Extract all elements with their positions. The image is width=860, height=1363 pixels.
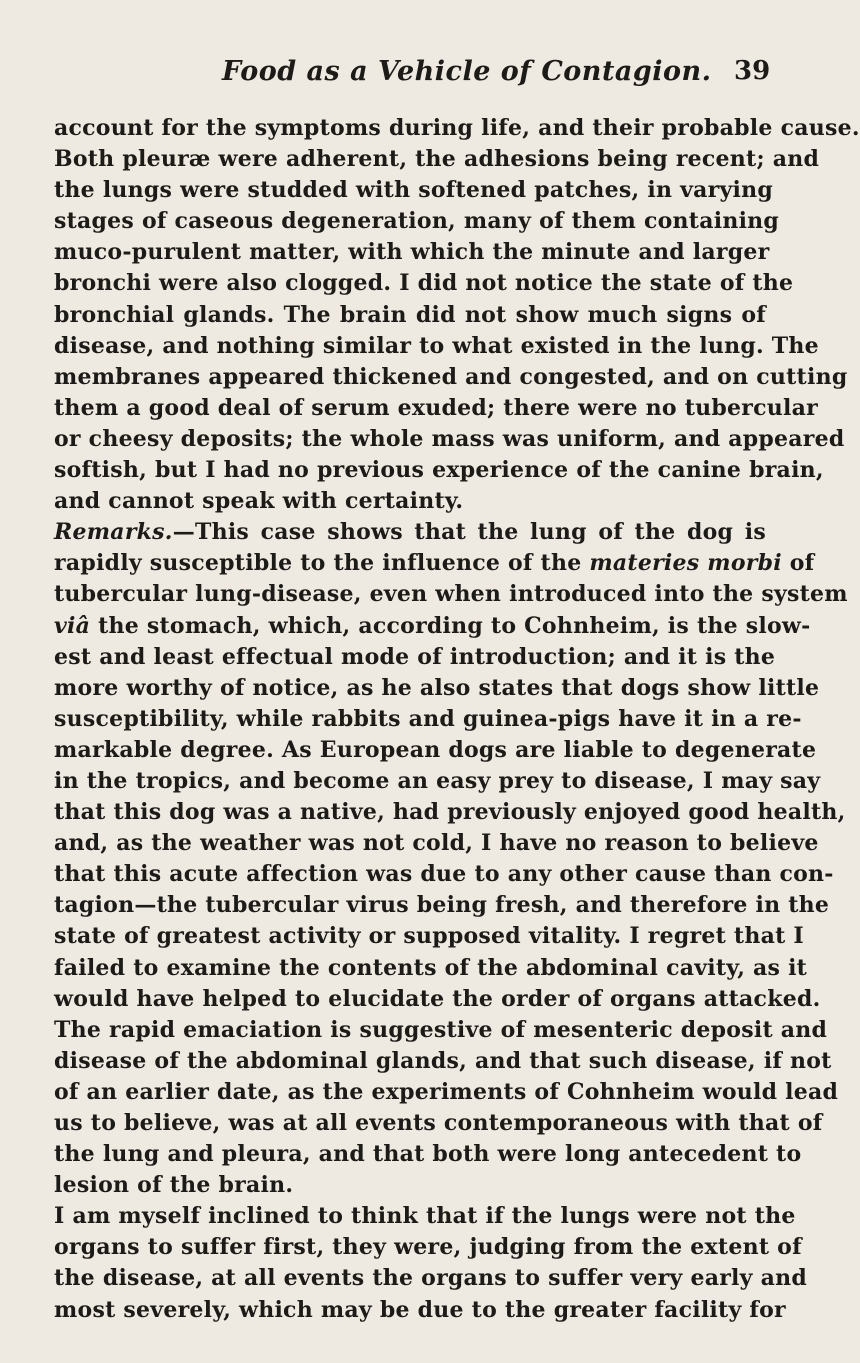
remarks-line	[54, 517, 766, 548]
text-line: state of greatest activity or supposed vitality. I regret that I	[54, 923, 804, 950]
remarks-label: Remarks.	[54, 519, 173, 546]
text-line: Both pleuræ were adherent, the adhesions being recent; and	[54, 146, 820, 173]
text-line: susceptibility, while rabbits and guinea-pigs have it in a re-	[54, 705, 802, 732]
text-line: most severely, which may be due to the greater facility for	[54, 1296, 786, 1323]
text-line	[54, 611, 811, 642]
text-line: or cheesy deposits; the whole mass was uniform, and appeared	[54, 425, 845, 452]
text-line: disease of the abdominal glands, and that such disease, if not	[54, 1047, 832, 1074]
running-head	[0, 56, 800, 96]
text-line: would have helped to elucidate the order of organs attacked.	[54, 985, 821, 1012]
text-line: bronchial glands. The brain did not show much signs of	[54, 301, 766, 328]
text-line: markable degree. As European dogs are liable to degenerate	[54, 736, 817, 763]
text-line: the lung and pleura, and that both were long antecedent to	[54, 1141, 802, 1168]
text-line: and, as the weather was not cold, I have no reason to believe	[54, 830, 819, 857]
text-line: us to believe, was at all events contemporaneous with that of	[54, 1110, 823, 1136]
page-number: 39	[734, 56, 771, 86]
latin-term: viâ	[54, 612, 91, 639]
text-span: rapidly susceptible to the influence of the	[54, 550, 582, 577]
text-line: that this dog was a native, had previously enjoyed good health,	[54, 799, 846, 826]
text-line: stages of caseous degeneration, many of them containing	[54, 208, 780, 235]
text-line: failed to examine the contents of the abdominal cavity, as it	[54, 954, 808, 981]
text-line: account for the symptoms during life, and their probable cause.	[54, 115, 860, 141]
text-line: bronchi were also clogged. I did not notice the state of the	[54, 270, 794, 297]
text-line: them a good deal of serum exuded; there were no tubercular	[54, 394, 818, 421]
text-line: softish, but I had no previous experience of the canine brain,	[54, 457, 824, 484]
text-line: in the tropics, and become an easy prey to disease, I may say	[54, 767, 821, 794]
text-line: I am myself inclined to think that if the lungs were not the	[54, 1203, 796, 1230]
text-line: tubercular lung-disease, even when introduced into the system	[54, 581, 848, 608]
text-line: the disease, at all events the organs to suffer very early and	[54, 1265, 807, 1292]
text-line: est and least effectual mode of introduction; and it is the	[54, 643, 776, 670]
text-line: organs to suffer first, they were, judging from the extent of	[54, 1234, 802, 1261]
text-line: and cannot speak with certainty.	[54, 488, 464, 515]
text-span: of	[781, 550, 815, 577]
text-line: tagion—the tubercular virus being fresh, and therefore in the	[54, 892, 830, 919]
text-line: of an earlier date, as the experiments of Cohnheim would lead	[54, 1078, 839, 1105]
text-line: The rapid emaciation is suggestive of mesenteric deposit and	[54, 1016, 828, 1043]
text-line: the lungs were studded with softened patches, in varying	[54, 177, 773, 204]
text-span: the stomach, which, according to Cohnheim, is the slow-	[90, 612, 811, 639]
remarks-text: —This case shows that the lung of the dog is	[172, 519, 766, 546]
latin-term: materies morbi	[589, 550, 782, 577]
text-line: muco-purulent matter, with which the minute and larger	[54, 239, 770, 266]
text-line: lesion of the brain.	[54, 1172, 294, 1199]
text-line: that this acute affection was due to any other cause than con-	[54, 861, 834, 888]
text-line: membranes appeared thickened and congested, and on cutting	[54, 363, 848, 390]
body-text	[54, 113, 860, 1326]
text-line	[54, 548, 815, 579]
text-line: disease, and nothing similar to what existed in the lung. The	[54, 332, 819, 359]
running-title: Food as a Vehicle of Contagion.	[222, 56, 712, 87]
text-line: more worthy of notice, as he also states that dogs show little	[54, 674, 820, 701]
